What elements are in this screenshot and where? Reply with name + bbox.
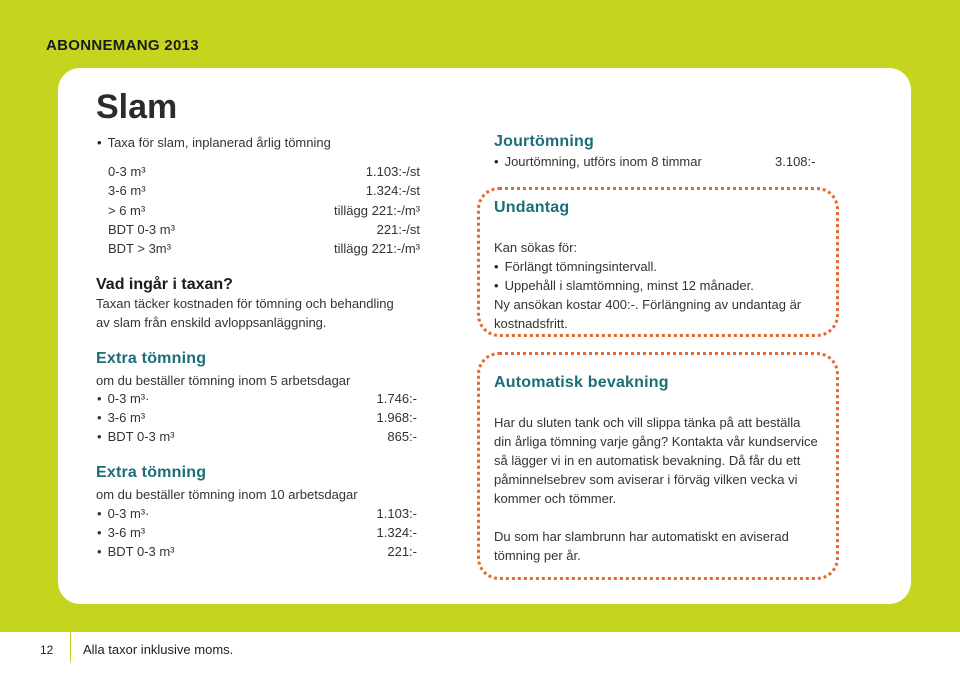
extra2-subtitle: om du beställer tömning inom 10 arbetsdagar [96, 487, 358, 502]
page-number: 12 [40, 643, 54, 657]
extra1-label: • BDT 0-3 m³ [97, 428, 175, 446]
undantag-item: • Uppehåll i slamtömning, minst 12 månader. [494, 276, 754, 295]
extra1-value: 1.968:- [376, 410, 417, 425]
extra2-label: • 3-6 m³ [97, 524, 145, 542]
price-label: BDT > 3m³ [108, 241, 171, 256]
undantag-intro: Kan sökas för: [494, 240, 578, 255]
jour-item: • Jourtömning, utförs inom 8 timmar [494, 153, 702, 171]
price-value: tillägg 221:-/m³ [334, 203, 420, 218]
price-label: > 6 m³ [108, 203, 146, 218]
price-row [108, 182, 420, 200]
extra1-value: 865:- [387, 429, 417, 444]
auto-text: din årliga tömning varje gång? Kontakta vår kundservice [494, 434, 818, 449]
undantag-heading: Undantag [494, 199, 570, 216]
auto-text: kommer och tömmer. [494, 491, 617, 506]
extra1-row [97, 390, 417, 408]
auto-text: Du som har slambrunn har automatiskt en aviserad [494, 529, 789, 544]
footer-divider [70, 632, 71, 662]
undantag-item: • Förlängt tömningsintervall. [494, 257, 657, 276]
price-value: tillägg 221:-/m³ [334, 241, 420, 256]
auto-text: påminnelsebrev som aviserar i förväg vilken vecka vi [494, 472, 798, 487]
page-title: Slam [96, 88, 178, 126]
jour-price: 3.108:- [775, 154, 816, 169]
price-row [108, 221, 420, 239]
extra2-row [97, 543, 417, 561]
footer-bar [0, 632, 960, 689]
extra2-heading: Extra tömning [96, 464, 207, 481]
auto-text: så lägger vi in en automatisk bevakning. Då får du ett [494, 453, 801, 468]
footer-note: Alla taxor inklusive moms. [83, 642, 234, 657]
price-label: BDT 0-3 m³ [108, 222, 175, 237]
extra2-value: 221:- [387, 544, 417, 559]
extra1-value: 1.746:- [376, 391, 417, 406]
jour-heading: Jourtömning [494, 133, 594, 150]
vad-ingar-heading: Vad ingår i taxan? [96, 276, 233, 293]
taxa-intro: • Taxa för slam, inplanerad årlig tömning [97, 134, 331, 152]
auto-text: Har du sluten tank och vill slippa tänka på att beställa [494, 415, 801, 430]
price-value: 1.324:-/st [365, 183, 420, 198]
price-label: 3-6 m³ [108, 183, 146, 198]
vad-ingar-text: Taxan täcker kostnaden för tömning och behandling [96, 296, 394, 311]
price-row [108, 240, 420, 258]
price-row [108, 163, 420, 181]
extra1-row [97, 428, 417, 446]
auto-heading: Automatisk bevakning [494, 374, 669, 391]
price-row [108, 202, 420, 220]
extra1-heading: Extra tömning [96, 350, 207, 367]
extra2-row [97, 524, 417, 542]
extra1-label: • 3-6 m³ [97, 409, 145, 427]
extra1-row [97, 409, 417, 427]
price-label: 0-3 m³ [108, 164, 146, 179]
price-value: 1.103:-/st [365, 164, 420, 179]
undantag-text: kostnadsfritt. [494, 316, 568, 331]
extra2-value: 1.324:- [376, 525, 417, 540]
extra1-label: • 0-3 m³· [97, 390, 149, 408]
extra2-label: • 0-3 m³· [97, 505, 149, 523]
vad-ingar-text: av slam från enskild avloppsanläggning. [96, 315, 327, 330]
price-value: 221:-/st [376, 222, 420, 237]
undantag-text: Ny ansökan kostar 400:-. Förlängning av undantag är [494, 297, 802, 312]
auto-text: tömning per år. [494, 548, 581, 563]
extra2-value: 1.103:- [376, 506, 417, 521]
extra1-subtitle: om du beställer tömning inom 5 arbetsdagar [96, 373, 351, 388]
section-header: ABONNEMANG 2013 [46, 37, 199, 54]
extra2-label: • BDT 0-3 m³ [97, 543, 175, 561]
extra2-row [97, 505, 417, 523]
